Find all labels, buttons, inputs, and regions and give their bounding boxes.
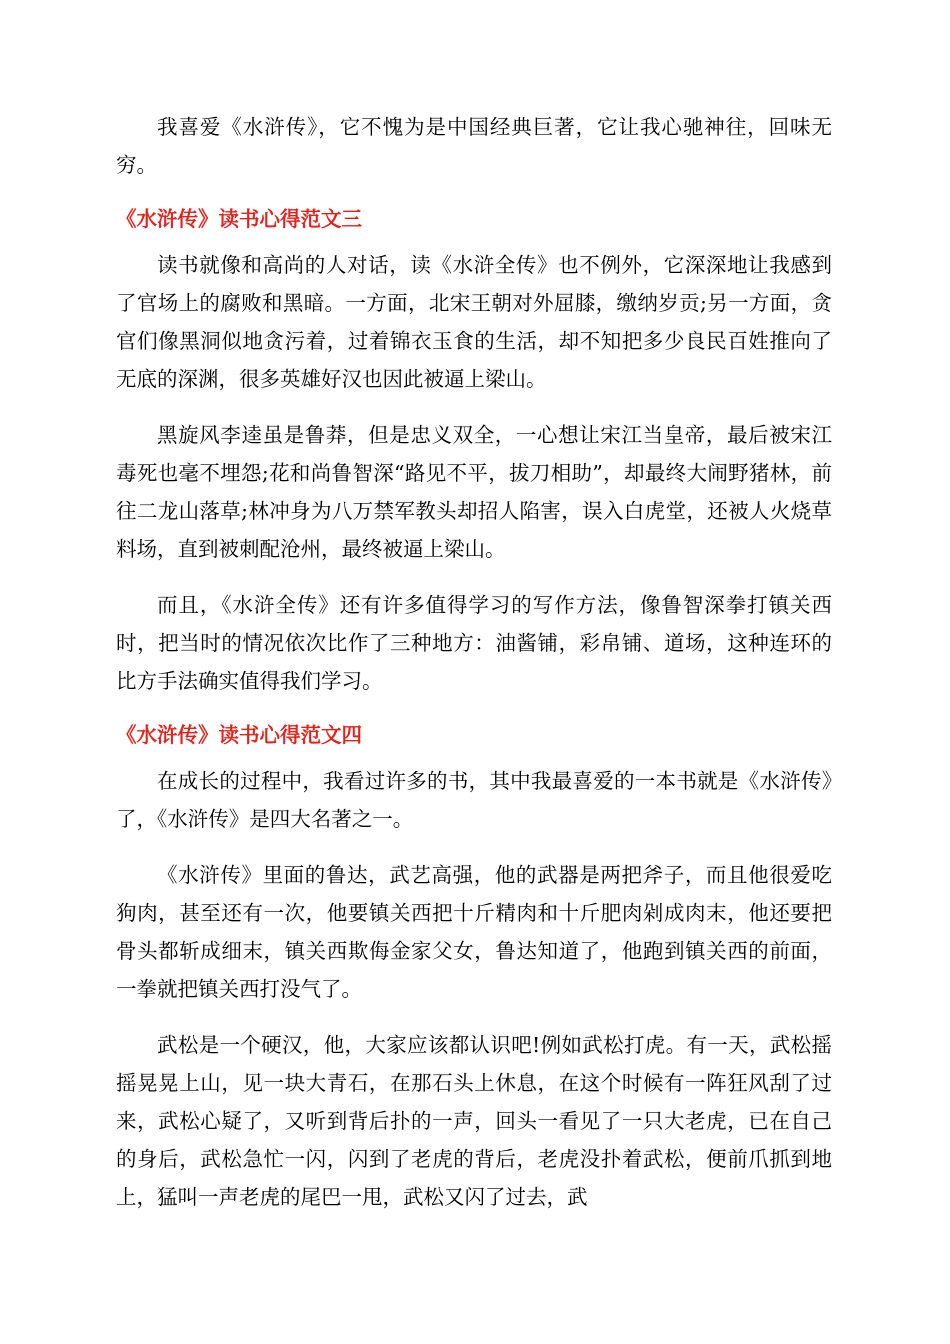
section-heading-four: 《水浒传》读书心得范文四 <box>116 723 362 747</box>
document-body <box>116 108 832 1234</box>
paragraph-officialdom: 读书就像和高尚的人对话，读《水浒全传》也不例外，它深深地让我感到了官场上的腐败和黑暗。一方面，北宋王朝对外屈膝，缴纳岁贡;另一方面，贪官们像黑洞似地贪污着，过着锦衣玉食的生活，却不知把多少良民百姓推向了无底的深渊，很多英雄好汉也因此被逼上梁山。 <box>116 253 832 391</box>
paragraph-wusong: 武松是一个硬汉，他，大家应该都认识吧!例如武松打虎。有一天，武松摇摇晃晃上山，见一块大青石，在那石头上休息，在这个时候有一阵狂风刮了过来，武松心疑了，又听到背后扑的一声，回头一看见了一只大老虎，已在自己的身后，武松急忙一闪，闪到了老虎的背后，老虎没扑着武松，便前爪抓到地上，猛叫一声老虎的尾巴一甩，武松又闪了过去，武 <box>116 1033 832 1209</box>
paragraph-heroes: 黑旋风李逵虽是鲁莽，但是忠义双全，一心想让宋江当皇帝，最后被宋江毒死也毫不埋怨;花和尚鲁智深“路见不平，拔刀相助”，却最终大闹野猪林，前往二龙山落草;林冲身为八万禁军教头却招人陷害，误入白虎堂，还被人火烧草料场，直到被刺配沧州，最终被逼上梁山。 <box>116 423 832 561</box>
paragraph-conclusion: 我喜爱《水浒传》，它不愧为是中国经典巨著，它让我心驰神往，回味无穷。 <box>116 115 832 177</box>
paragraph-intro: 在成长的过程中，我看过许多的书，其中我最喜爱的一本书就是《水浒传》了，《水浒传》是四大名著之一。 <box>116 769 832 831</box>
section-heading-three: 《水浒传》读书心得范文三 <box>116 207 362 231</box>
paragraph-writing-method: 而且，《水浒全传》还有许多值得学习的写作方法，像鲁智深拳打镇关西时，把当时的情况依次比作了三种地方：油酱铺，彩帛铺、道场，这种连环的比方手法确实值得我们学习。 <box>116 593 832 693</box>
paragraph-luda: 《水浒传》里面的鲁达，武艺高强，他的武器是两把斧子，而且他很爱吃狗肉，甚至还有一次，他要镇关西把十斤精肉和十斤肥肉剁成肉末，他还要把骨头都斩成细末，镇关西欺侮金家父女，鲁达知道了，他跑到镇关西的前面，一拳就把镇关西打没气了。 <box>116 863 832 1001</box>
